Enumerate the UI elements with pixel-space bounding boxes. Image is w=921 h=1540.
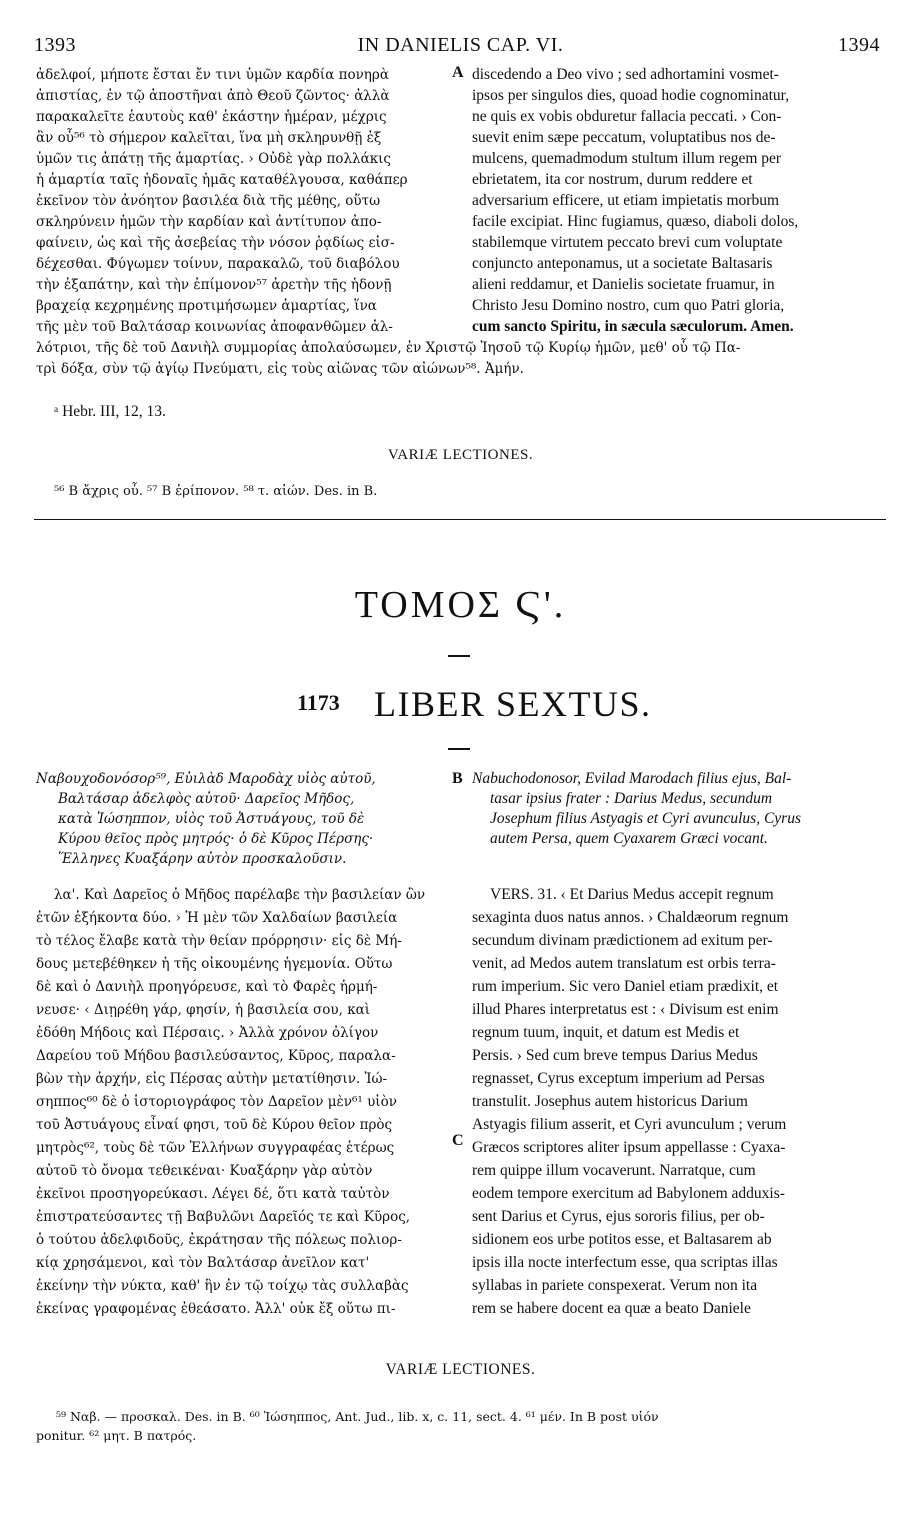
text-line: κίᾳ χρησάμενοι, καὶ τὸν Βαλτάσαρ ἀνεῖλον κατ' (36, 1255, 370, 1271)
text-line: βὼν τὴν ἀρχήν, εἰς Πέρσας αὐτὴν μετατίθησιν. Ἰώ- (36, 1071, 388, 1087)
text-line: facile excipiat. Hinc fugiamus, quæso, diaboli dolos, (472, 213, 799, 230)
text-line: alieni reddamur, et Danielis societate fruamur, in (472, 276, 775, 293)
text-line: sidionem eos urbe potitos esse, et Baltasarem ab (472, 1231, 772, 1248)
text-line: αὐτοῦ τὸ ὄνομα τεθεικέναι· Κυαξάρην γὰρ αὐτὸν (36, 1163, 373, 1179)
tomos-heading: ΤΟΜΟΣ Ϛ'. (354, 584, 567, 626)
text-line: τὸ τέλος ἔλαβε κατὰ τὴν θείαν πρόρρησιν· εἰς δὲ Μή- (36, 933, 402, 949)
text-line: conjuncto anteponamus, ut a societate Baltasaris (472, 255, 773, 272)
text-line: Astyagis filium asserit, et Cyri avunculum ; verum (472, 1116, 787, 1133)
text-line: mulcens, quemadmodum stultum illum regem per (472, 150, 782, 167)
text-line: Josephum filius Astyagis et Cyri avunculus, Cyrus (490, 810, 801, 827)
text-line: ἀδελφοί, μήποτε ἔσται ἔν τινι ὑμῶν καρδία πονηρὰ (36, 67, 389, 83)
text-line: ἐπιστρατεύσαντες τῇ Βαβυλῶνι Δαρεῖός τε καὶ Κῦρος, (36, 1209, 411, 1225)
text-line: discedendo a Deo vivo ; sed adhortamini vosmet- (472, 66, 779, 83)
text-line: stabilemque virtutem peccato brevi cum voluptate (472, 234, 783, 251)
section-divider (34, 519, 886, 520)
text-line: adversarium efficere, ut etiam impietatis morbum (472, 192, 780, 209)
variae-lectiones-text: ponitur. ⁶² μητ. B πατρός. (36, 1428, 197, 1443)
text-line: δέχεσθαι. Φύγωμεν τοίνυν, παρακαλῶ, τοῦ διαβόλου (36, 256, 400, 272)
text-line: Κύρου θεῖος πρὸς μητρός· ὁ δὲ Κῦρος Πέρσης· (58, 831, 374, 847)
liber-title: LIBER SEXTUS. (374, 684, 652, 724)
margin-marker-c: C (452, 1132, 464, 1149)
text-line: ἀπιστίας, ἐν τῷ ἀποστῆναι ἀπὸ Θεοῦ ζῶντος· ἀλλὰ (36, 88, 390, 104)
text-line: venit, ad Medos autem translatum est orbis terra- (472, 955, 776, 972)
text-line: syllabas in pariete conspexerat. Verum non ita (472, 1277, 758, 1294)
text-line-full: τρὶ δόξα, σὺν τῷ ἁγίῳ Πνεύματι, εἰς τοὺς αἰῶνας τῶν αἰώνων⁵⁸. Ἀμήν. (36, 361, 524, 377)
text-line: λα'. Καὶ Δαρεῖος ὁ Μῆδος παρέλαβε τὴν βασιλείαν ὢν (54, 887, 426, 903)
liber-number: 1173 (297, 690, 340, 715)
text-line: Persis. › Sed cum breve tempus Darius Medus (472, 1047, 758, 1064)
text-line: illud Phares interpretatus est : ‹ Divisum est enim (472, 1001, 779, 1018)
text-line: autem Persa, quem Cyaxarem Græci vocant. (490, 830, 768, 847)
text-line: παρακαλεῖτε ἑαυτοὺς καθ' ἑκάστην ἡμέραν, μέχρις (36, 109, 387, 125)
text-line: Βαλτάσαρ ἀδελφὸς αὐτοῦ· Δαρεῖος Μῆδος, (58, 791, 355, 807)
text-line: δὲ καὶ ὁ Δανιὴλ προηγόρευσε, καὶ τὸ Φαρὲς ἡρμή- (36, 979, 378, 995)
text-line: Christo Jesu Domino nostro, cum quo Patri gloria, (472, 297, 785, 314)
text-line: κατὰ Ἰώσηππον, υἱὸς τοῦ Ἀστυάγους, τοῦ δὲ (58, 811, 365, 827)
text-line: regnasset, Cyrus exceptum imperium ad Persas (472, 1070, 765, 1087)
text-line: sent Darius et Cyrus, ejus sororis filius, per ob- (472, 1208, 765, 1225)
short-rule (448, 655, 470, 657)
right-page-number: 1394 (838, 34, 880, 56)
text-line: νευσε· ‹ Διῃρέθη γάρ, φησίν, ἡ βασιλεία σου, καὶ (36, 1002, 371, 1018)
text-line: sexaginta duos natus annos. › Chaldæorum regnum (472, 909, 789, 926)
text-line: δους μετεβέθηκεν ἡ τῆς οἰκουμένης ἡγεμονία. Οὕτω (36, 956, 393, 972)
variae-lectiones-heading: VARIÆ LECTIONES. (385, 1361, 536, 1378)
text-line: σκληρύνειν ἡμῶν τὴν καρδίαν καὶ ἀντίτυπον ἀπο- (36, 214, 382, 230)
margin-marker-a: A (452, 64, 464, 81)
text-line: ἂν οὗ⁵⁶ τὸ σήμερον καλεῖται, ἵνα μὴ σκληρυνθῇ ἐξ (36, 130, 382, 146)
text-line: βραχείᾳ κεχρημένης προτιμήσωμεν ἁμαρτίας, ἵνα (36, 298, 377, 314)
text-line: ἐκεῖνον τὸν ἀνόητον βασιλέα διὰ τῆς μέθης, οὕτω (36, 193, 381, 209)
text-line: ebrietatem, ita cor nostrum, durum reddere et (472, 171, 753, 188)
text-line: ἐτῶν ἑξήκοντα δύο. › Ἡ μὲν τῶν Χαλδαίων βασιλεία (36, 910, 398, 926)
text-line: ne quis ex vobis obduretur fallacia peccati. › Con- (472, 108, 782, 125)
text-line: transtulit. Josephus autem historicus Darium (472, 1093, 748, 1110)
variae-lectiones-text: ⁵⁹ Ναβ. — προσκαλ. Des. in B. ⁶⁰ Ἰώσηππος, Ant. Jud., lib. x, c. 11, sect. 4. ⁶¹ μέν. In B post υἱόν (56, 1409, 659, 1424)
text-line: rem quippe illum vocaverunt. Narratque, cum (472, 1162, 756, 1179)
text-line: ἐκεῖνοι προσηγορεύκασι. Λέγει δέ, ὅτι κατὰ ταὐτὸν (36, 1186, 390, 1202)
text-line: ὁ τούτου ἀδελφιδοῦς, ἐκράτησαν τῆς πόλεως πολιορ- (36, 1232, 402, 1248)
text-line: ἡ ἁμαρτία ταῖς ἡδοναῖς ἡμᾶς καταθέλγουσα, καθάπερ (36, 172, 408, 188)
text-line: τοῦ Ἀστυάγους εἶναί φησι, τοῦ δὲ Κύρου θεῖον πρὸς (36, 1117, 393, 1133)
text-line: rem se habere docent ea quæ a beato Daniele (472, 1300, 751, 1317)
text-line: φαίνειν, ὡς καὶ τῆς ἀσεβείας τὴν νόσον ῥᾳδίως εἰσ- (36, 235, 395, 251)
text-line-full: λότριοι, τῆς δὲ τοῦ Δανιὴλ συμμορίας ἀπολαύσωμεν, ἐν Χριστῷ Ἰησοῦ τῷ Κυρίῳ ἡμῶν, μεθ' οὗ τῷ Πα- (36, 340, 741, 356)
text-line: ἐδόθη Μήδοις καὶ Πέρσαις. › Ἀλλὰ χρόνον ὀλίγον (36, 1025, 379, 1041)
text-line: ἐκείνας γραφομένας ἐθεάσατο. Ἀλλ' οὐκ ἔξ οὕτω πι- (36, 1301, 396, 1317)
text-line: cum sancto Spiritu, in sæcula sæculorum. Amen. (472, 318, 794, 335)
variae-lectiones-heading: VARIÆ LECTIONES. (387, 447, 534, 463)
text-line: regnum tuum, inquit, et datum est Medis et (472, 1024, 740, 1041)
text-line: Ἕλληνες Κυαξάρην αὐτὸν προσκαλοῦσιν. (58, 851, 347, 867)
text-line: Græcos scriptores aliter ipsum appellasse : Cyaxa- (472, 1139, 786, 1156)
text-line: ipsis illa nocte interfectum esse, qua scriptas illas (472, 1254, 778, 1271)
text-line: τὴν ἐξαπάτην, καὶ τὴν ἐπίμονον⁵⁷ ἀρετὴν τῆς ἡδονῇ (36, 277, 392, 293)
text-line: rum imperium. Sic vero Daniel etiam prædixit, et (472, 978, 779, 995)
left-page-number: 1393 (34, 34, 76, 56)
short-rule (448, 748, 470, 750)
text-line: σηππος⁶⁰ δὲ ὁ ἱστοριογράφος τὸν Δαρεῖον μὲν⁶¹ υἱὸν (36, 1094, 397, 1110)
text-line: eodem tempore exercitum ad Babylonem adduxis- (472, 1185, 785, 1202)
text-line: Ναβουχοδονόσορ⁵⁹, Εὐιλὰδ Μαροδὰχ υἱὸς αὐτοῦ, (36, 771, 376, 787)
margin-marker-b: B (452, 770, 463, 787)
text-line: Nabuchodonosor, Evilad Marodach filius ejus, Bal- (472, 770, 792, 787)
text-line: VERS. 31. ‹ Et Darius Medus accepit regnum (490, 886, 774, 903)
text-line: ipsos per singulos dies, quoad hodie cognominatur, (472, 87, 790, 104)
text-line: ἐκείνην τὴν νύκτα, καθ' ἣν ἐν τῷ τοίχῳ τὰς συλλαβὰς (36, 1278, 409, 1294)
text-line: τῆς μὲν τοῦ Βαλτάσαρ κοινωνίας ἀποφανθῶμεν ἀλ- (36, 319, 393, 335)
text-line: ὑμῶν τις ἀπάτῃ τῆς ἁμαρτίας. › Οὐδὲ γὰρ πολλάκις (36, 151, 391, 167)
scripture-footnote: ᵃ Hebr. III, 12, 13. (54, 403, 166, 420)
running-title: IN DANIELIS CAP. VI. (357, 34, 564, 56)
variae-lectiones-text: ⁵⁶ B ἄχρις οὗ. ⁵⁷ B ἐρίπονον. ⁵⁸ τ. αἰών. Des. in B. (54, 484, 378, 499)
text-line: Δαρείου τοῦ Μήδου βασιλεύσαντος, Κῦρος, παραλα- (36, 1048, 396, 1064)
text-line: tasar ipsius frater : Darius Medus, secundum (490, 790, 773, 807)
text-line: μητρὸς⁶², τοὺς δὲ τῶν Ἑλλήνων συγγραφέας ἑτέρως (36, 1140, 395, 1156)
text-line: suevit enim sæpe peccatum, voluptatibus nos de- (472, 129, 776, 146)
text-line: secundum divinam prædictionem ad exitum per- (472, 932, 773, 949)
